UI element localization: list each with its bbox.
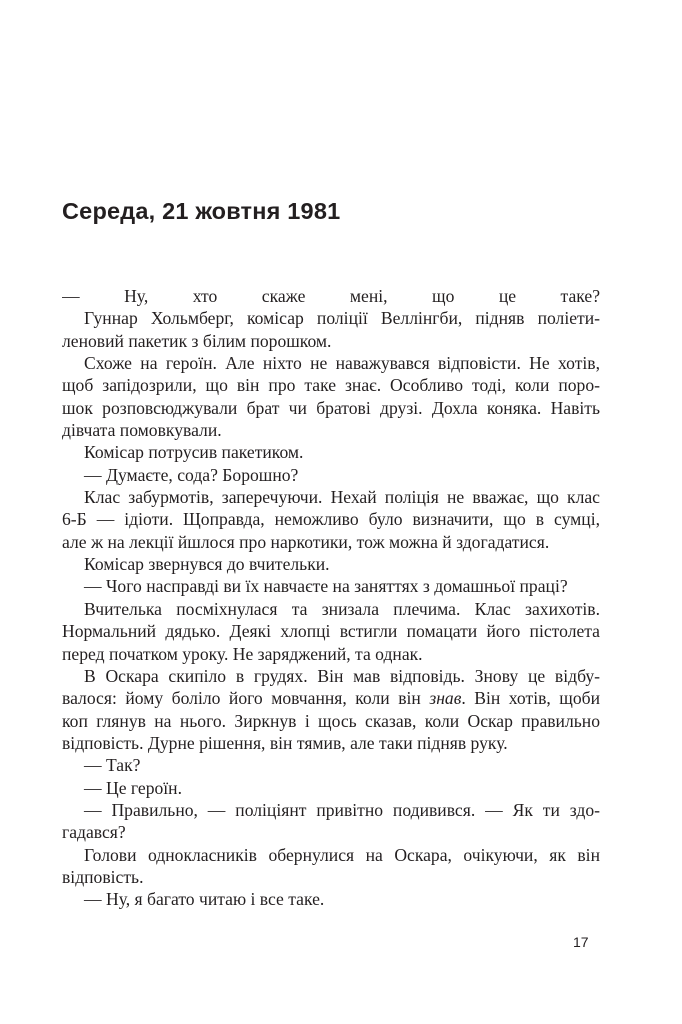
text-line: гадався? (62, 822, 126, 843)
text-line: відповість. Дурне рішення, він тямив, але таки підняв руку. (62, 732, 508, 753)
text-line: В Оскара скипіло в грудях. Він мав відповідь. Знову це відбу- (84, 665, 600, 686)
text-line: щоб запідозрили, що він про таке знає. Особливо тоді, коли поро- (62, 375, 600, 396)
text-line: Схоже на героїн. Але ніхто не наважувався відповісти. Не хотів, (84, 353, 600, 374)
text-line: відповість. (62, 866, 144, 887)
text-line: — Чого насправді ви їх навчаєте на заняттях з домашньої праці? (84, 576, 568, 597)
chapter-title: Середа, 21 жовтня 1981 (62, 198, 341, 224)
text-line: леновий пакетик з білим порошком. (62, 330, 332, 351)
page-number: 17 (573, 934, 589, 950)
text-line: Комісар звернувся до вчительки. (84, 554, 330, 575)
text-line: Вчителька посміхнулася та знизала плечима. Клас захихотів. (84, 598, 600, 619)
text-segment: валося: йому боліло його мовчання, коли він (62, 688, 430, 709)
text-line: — Правильно, — поліціянт привітно подивився. — Як ти здо- (84, 799, 600, 820)
text-segment: . Він хотів, щоби (461, 688, 600, 709)
text-line: перед початком уроку. Не заряджений, та однак. (62, 643, 423, 664)
text-line: — Думаєте, сода? Борошно? (84, 464, 299, 485)
text-line: — Це героїн. (84, 777, 182, 798)
text-line: Голови однокласників обернулися на Оскара, очікуючи, як він (84, 844, 600, 865)
text-line: Нормальний дядько. Деякі хлопці встигли помацати його пістолета (62, 621, 600, 642)
text-line: але ж на лекції йшлося про наркотики, тож можна й здогадатися. (62, 531, 550, 552)
body-text (62, 285, 600, 911)
text-line: коп глянув на нього. Зиркнув і щось сказав, коли Оскар правильно (62, 710, 600, 731)
text-line: шок розповсюджували брат чи братові друзі. Дохла коняка. Навіть (62, 397, 600, 418)
emphasized-word: знав (429, 688, 462, 709)
text-line: 6-Б — ідіоти. Щоправда, неможливо було визначити, що в сумці, (62, 509, 600, 530)
text-line-with-emphasis (62, 687, 600, 709)
text-line: дівчата помовкували. (62, 420, 222, 441)
text-line: — Так? (84, 755, 141, 776)
text-line: — Ну, я багато читаю і все таке. (84, 889, 325, 910)
text-line: Гуннар Хольмберг, комісар поліції Веллінгби, підняв поліети- (84, 308, 600, 329)
text-line: Клас забурмотів, заперечуючи. Нехай поліція не вважає, що клас (84, 487, 600, 508)
text-line: — Ну, хто скаже мені, що це таке? (62, 286, 600, 306)
text-line: Комісар потрусив пакетиком. (84, 442, 304, 463)
